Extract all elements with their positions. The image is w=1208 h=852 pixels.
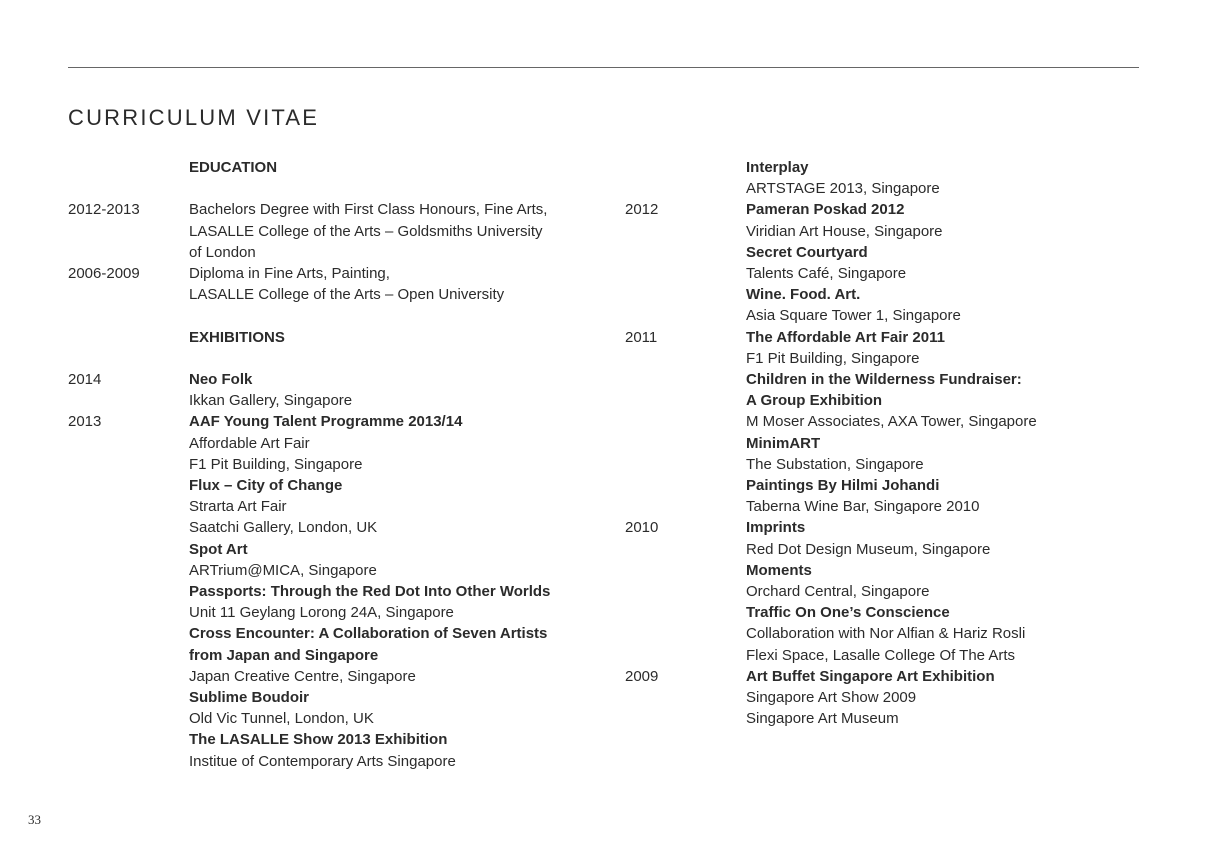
entry-title: Art Buffet Singapore Art Exhibition (746, 667, 995, 685)
entry-detail: Saatchi Gallery, London, UK (189, 519, 378, 537)
left-column (68, 157, 608, 772)
section-heading: EXHIBITIONS (189, 328, 285, 346)
entry-year: 2012 (625, 201, 659, 219)
entry-details (746, 157, 1185, 199)
entry-detail: The Substation, Singapore (746, 455, 924, 473)
entry-detail: Diploma in Fine Arts, Painting, (189, 265, 390, 282)
section-spacer (68, 178, 608, 199)
entry-detail: LASALLE College of the Arts – Open University (189, 286, 505, 304)
entry-year: 2012-2013 (68, 201, 140, 219)
entry-title: Paintings By Hilmi Johandi (746, 477, 940, 495)
entry-details (746, 666, 1185, 730)
entry-detail: Orchard Central, Singapore (746, 583, 930, 601)
entry-detail: Affordable Art Fair (189, 434, 310, 452)
section-heading: EDUCATION (189, 159, 278, 176)
entry-detail: Asia Square Tower 1, Singapore (746, 307, 961, 325)
entry-year (68, 327, 189, 348)
entry-title: Pameran Poskad 2012 (746, 201, 905, 219)
cv-entry (625, 666, 1185, 730)
entry-detail: F1 Pit Building, Singapore (189, 455, 363, 473)
entry-details (189, 369, 608, 411)
section-heading-row (68, 327, 608, 348)
entry-detail: M Moser Associates, AXA Tower, Singapore (746, 413, 1037, 431)
entry-detail: ARTrium@MICA, Singapore (189, 561, 377, 579)
entry-title: Traffic On One’s Conscience (746, 604, 950, 622)
entry-year: 2009 (625, 667, 659, 685)
cv-entry (68, 263, 608, 305)
entry-detail: Collaboration with Nor Alfian & Hariz Rosli (746, 625, 1026, 643)
entry-detail: Talents Café, Singapore (746, 265, 907, 283)
section-spacer (68, 348, 608, 369)
entry-title: Secret Courtyard (746, 243, 868, 261)
entry-title: Imprints (746, 519, 806, 537)
entry-detail: Old Vic Tunnel, London, UK (189, 710, 374, 728)
entry-detail: Unit 11 Geylang Lorong 24A, Singapore (189, 604, 454, 622)
header-rule (68, 67, 1139, 68)
page-title: CURRICULUM VITAE (68, 105, 320, 130)
entry-title: from Japan and Singapore (189, 646, 379, 664)
entry-title: Spot Art (189, 540, 248, 558)
cv-entry (625, 199, 1185, 326)
entry-year (625, 157, 746, 199)
entry-year: 2011 (625, 328, 658, 346)
entry-title: Flux – City of Change (189, 477, 343, 494)
entry-detail: ARTSTAGE 2013, Singapore (746, 180, 940, 198)
entry-year: 2014 (68, 370, 102, 388)
entry-year: 2013 (68, 413, 102, 431)
entry-detail: Flexi Space, Lasalle College Of The Arts (746, 646, 1016, 664)
entry-detail: Bachelors Degree with First Class Honours, Fine Arts, (189, 201, 548, 219)
entry-title: Neo Folk (189, 370, 253, 388)
right-column (625, 157, 1185, 729)
entry-title: Children in the Wilderness Fundraiser: (746, 371, 1022, 389)
entry-details (189, 327, 608, 348)
entry-detail: Singapore Art Show 2009 (746, 689, 917, 707)
cv-entry (625, 157, 1185, 199)
entry-details (189, 263, 608, 305)
entry-title: Interplay (746, 159, 809, 176)
entry-details (189, 411, 608, 771)
entry-detail: Japan Creative Centre, Singapore (189, 667, 416, 685)
entry-detail: F1 Pit Building, Singapore (746, 349, 920, 367)
entry-details (189, 157, 608, 178)
cv-entry (68, 411, 608, 771)
entry-year: 2006-2009 (68, 265, 140, 282)
entry-details (189, 199, 608, 263)
entry-detail: of London (189, 243, 256, 261)
entry-detail: Institue of Contemporary Arts Singapore (189, 752, 456, 770)
entry-detail: Ikkan Gallery, Singapore (189, 392, 353, 410)
cv-entry (625, 327, 1185, 518)
entry-title: Moments (746, 561, 812, 579)
section-spacer (68, 305, 608, 326)
entry-title: Cross Encounter: A Collaboration of Seven Artists (189, 625, 548, 643)
entry-title: The Affordable Art Fair 2011 (746, 328, 945, 346)
entry-detail: Viridian Art House, Singapore (746, 222, 943, 240)
entry-details (746, 517, 1185, 665)
entry-title: Passports: Through the Red Dot Into Other Worlds (189, 583, 551, 601)
entry-title: Wine. Food. Art. (746, 286, 861, 304)
entry-title: The LASALLE Show 2013 Exhibition (189, 731, 448, 749)
section-heading-row (68, 157, 608, 178)
entry-year: 2010 (625, 519, 659, 537)
entry-title: MinimART (746, 434, 821, 452)
entry-detail: Singapore Art Museum (746, 710, 899, 728)
entry-title: A Group Exhibition (746, 392, 883, 410)
page-number: 33 (28, 812, 41, 827)
cv-entry (68, 199, 608, 263)
entry-detail: Strarta Art Fair (189, 498, 287, 516)
entry-detail: LASALLE College of the Arts – Goldsmiths University (189, 222, 543, 240)
cv-entry (68, 369, 608, 411)
entry-title: Sublime Boudoir (189, 689, 309, 707)
entry-details (746, 199, 1185, 326)
entry-detail: Taberna Wine Bar, Singapore 2010 (746, 498, 980, 516)
entry-detail: Red Dot Design Museum, Singapore (746, 540, 991, 558)
entry-details (746, 327, 1185, 518)
entry-year (68, 157, 189, 178)
entry-title: AAF Young Talent Programme 2013/14 (189, 413, 463, 431)
cv-entry (625, 517, 1185, 665)
